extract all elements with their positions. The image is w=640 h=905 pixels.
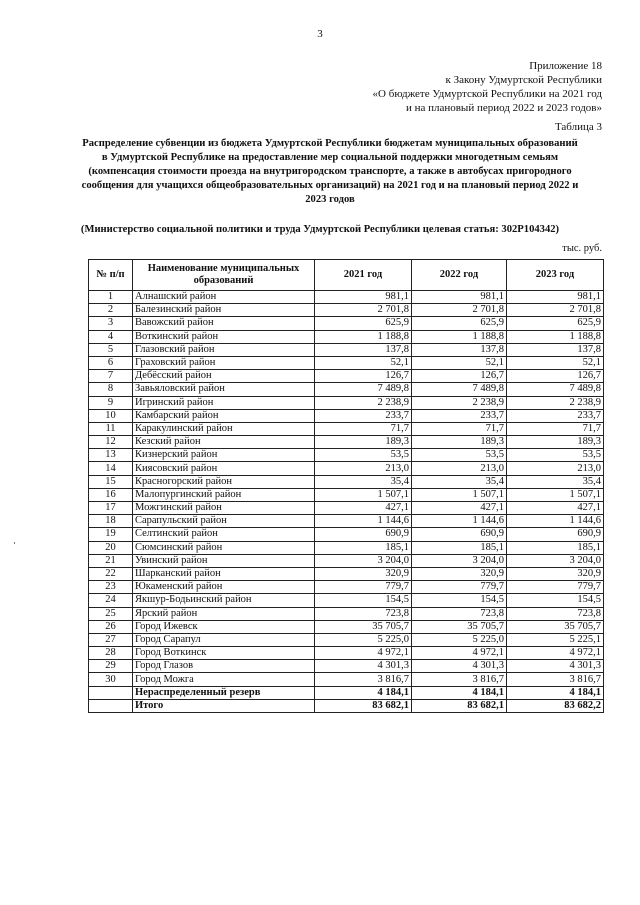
municipality-name: Сарапульский район <box>133 515 315 528</box>
value-2022: 4 972,1 <box>412 647 507 660</box>
row-number: 3 <box>89 317 133 330</box>
appendix-line-2: к Закону Удмуртской Республики <box>445 74 602 86</box>
table-row <box>89 449 604 462</box>
value-2023: 981,1 <box>507 291 604 304</box>
value-2023: 625,9 <box>507 317 604 330</box>
municipality-name: Можгинский район <box>133 502 315 515</box>
reserve-2022: 4 184,1 <box>412 686 507 699</box>
appendix-line-4: и на плановый период 2022 и 2023 годов» <box>405 102 602 114</box>
value-2021: 7 489,8 <box>315 383 412 396</box>
value-2022: 723,8 <box>412 607 507 620</box>
row-number: 7 <box>89 370 133 383</box>
row-number-empty <box>89 699 133 712</box>
table-row <box>89 567 604 580</box>
row-number: 8 <box>89 383 133 396</box>
value-2022: 2 701,8 <box>412 304 507 317</box>
municipality-name: Кизнерский район <box>133 449 315 462</box>
municipality-name: Город Воткинск <box>133 647 315 660</box>
municipality-name: Балезинский район <box>133 304 315 317</box>
value-2021: 981,1 <box>315 291 412 304</box>
value-2021: 35,4 <box>315 475 412 488</box>
value-2022: 3 204,0 <box>412 554 507 567</box>
table-row <box>89 330 604 343</box>
table-row <box>89 541 604 554</box>
value-2023: 1 507,1 <box>507 488 604 501</box>
value-2022: 189,3 <box>412 436 507 449</box>
value-2022: 233,7 <box>412 409 507 422</box>
value-2023: 233,7 <box>507 409 604 422</box>
margin-mark <box>14 542 15 544</box>
value-2021: 5 225,0 <box>315 633 412 646</box>
municipality-name: Каракулинский район <box>133 422 315 435</box>
value-2023: 126,7 <box>507 370 604 383</box>
value-2023: 5 225,1 <box>507 633 604 646</box>
value-2023: 35,4 <box>507 475 604 488</box>
value-2022: 1 144,6 <box>412 515 507 528</box>
value-2021: 3 204,0 <box>315 554 412 567</box>
value-2022: 213,0 <box>412 462 507 475</box>
table-row <box>89 343 604 356</box>
row-number: 2 <box>89 304 133 317</box>
value-2021: 185,1 <box>315 541 412 554</box>
appendix-line-3: «О бюджете Удмуртской Республики на 2021 год <box>372 88 602 100</box>
municipality-name: Малопургинский район <box>133 488 315 501</box>
value-2021: 625,9 <box>315 317 412 330</box>
row-number: 30 <box>89 673 133 686</box>
units-label: тыс. руб. <box>562 243 602 254</box>
value-2022: 35,4 <box>412 475 507 488</box>
row-number: 19 <box>89 528 133 541</box>
value-2023: 52,1 <box>507 356 604 369</box>
value-2022: 690,9 <box>412 528 507 541</box>
table-row <box>89 383 604 396</box>
value-2022: 427,1 <box>412 502 507 515</box>
table-row <box>89 488 604 501</box>
document-title: Распределение субвенции из бюджета Удмуртской Республики бюджетам муниципальных образований в Удмуртской Республике на предоставление мер социальной поддержки многодетным семьям (компенсация стоимости проезда на внутригородском транспорте, а также в автобусах пригородного сообщения для учащихся общеобразовательных организаций) на 2021 год и на плановый период 2022 и 2023 годов <box>81 138 579 205</box>
value-2022: 1 507,1 <box>412 488 507 501</box>
municipality-name: Воткинский район <box>133 330 315 343</box>
value-2023: 1 144,6 <box>507 515 604 528</box>
value-2023: 4 301,3 <box>507 660 604 673</box>
value-2023: 185,1 <box>507 541 604 554</box>
row-number: 20 <box>89 541 133 554</box>
table-row <box>89 515 604 528</box>
value-2021: 213,0 <box>315 462 412 475</box>
row-number: 23 <box>89 581 133 594</box>
table-row <box>89 554 604 567</box>
total-2022: 83 682,1 <box>412 699 507 712</box>
table-row <box>89 304 604 317</box>
municipality-name: Город Сарапул <box>133 633 315 646</box>
municipality-name: Алнашский район <box>133 291 315 304</box>
table-row <box>89 356 604 369</box>
reserve-row <box>89 686 604 699</box>
row-number: 16 <box>89 488 133 501</box>
value-2023: 320,9 <box>507 567 604 580</box>
municipality-name: Граховский район <box>133 356 315 369</box>
value-2022: 5 225,0 <box>412 633 507 646</box>
value-2023: 3 204,0 <box>507 554 604 567</box>
value-2021: 71,7 <box>315 422 412 435</box>
row-number: 27 <box>89 633 133 646</box>
table-row <box>89 370 604 383</box>
value-2021: 1 144,6 <box>315 515 412 528</box>
value-2021: 4 301,3 <box>315 660 412 673</box>
row-number: 13 <box>89 449 133 462</box>
total-row <box>89 699 604 712</box>
appendix-line-1: Приложение 18 <box>529 60 602 72</box>
municipality-name: Завьяловский район <box>133 383 315 396</box>
row-number: 5 <box>89 343 133 356</box>
value-2021: 1 188,8 <box>315 330 412 343</box>
value-2021: 3 816,7 <box>315 673 412 686</box>
row-number: 9 <box>89 396 133 409</box>
row-number: 18 <box>89 515 133 528</box>
value-2021: 233,7 <box>315 409 412 422</box>
value-2023: 137,8 <box>507 343 604 356</box>
municipality-name: Вавожский район <box>133 317 315 330</box>
municipality-name: Глазовский район <box>133 343 315 356</box>
municipality-name: Игринский район <box>133 396 315 409</box>
appendix-header <box>373 59 602 115</box>
value-2022: 52,1 <box>412 356 507 369</box>
table-row <box>89 475 604 488</box>
municipality-name: Сюмсинский район <box>133 541 315 554</box>
value-2021: 4 972,1 <box>315 647 412 660</box>
row-number: 24 <box>89 594 133 607</box>
value-2022: 320,9 <box>412 567 507 580</box>
value-2022: 126,7 <box>412 370 507 383</box>
table-row <box>89 620 604 633</box>
row-number: 12 <box>89 436 133 449</box>
value-2021: 137,8 <box>315 343 412 356</box>
value-2023: 154,5 <box>507 594 604 607</box>
row-number: 4 <box>89 330 133 343</box>
value-2021: 53,5 <box>315 449 412 462</box>
value-2022: 154,5 <box>412 594 507 607</box>
value-2022: 53,5 <box>412 449 507 462</box>
total-name: Итого <box>133 699 315 712</box>
municipality-name: Киясовский район <box>133 462 315 475</box>
municipality-name: Ярский район <box>133 607 315 620</box>
table-row <box>89 594 604 607</box>
value-2023: 35 705,7 <box>507 620 604 633</box>
value-2023: 1 188,8 <box>507 330 604 343</box>
value-2022: 1 188,8 <box>412 330 507 343</box>
value-2021: 779,7 <box>315 581 412 594</box>
table-row <box>89 647 604 660</box>
row-number-empty <box>89 686 133 699</box>
municipality-name: Город Ижевск <box>133 620 315 633</box>
reserve-2021: 4 184,1 <box>315 686 412 699</box>
value-2021: 2 701,8 <box>315 304 412 317</box>
table-label: Таблица 3 <box>554 121 602 133</box>
row-number: 15 <box>89 475 133 488</box>
table-row <box>89 436 604 449</box>
total-2023: 83 682,2 <box>507 699 604 712</box>
value-2021: 2 238,9 <box>315 396 412 409</box>
header-2021: 2021 год <box>315 260 412 291</box>
table-row <box>89 422 604 435</box>
page-number: 3 <box>317 28 323 40</box>
municipality-name: Красногорский район <box>133 475 315 488</box>
value-2023: 690,9 <box>507 528 604 541</box>
reserve-2023: 4 184,1 <box>507 686 604 699</box>
value-2023: 213,0 <box>507 462 604 475</box>
municipality-name: Камбарский район <box>133 409 315 422</box>
value-2023: 427,1 <box>507 502 604 515</box>
table-row <box>89 581 604 594</box>
value-2021: 189,3 <box>315 436 412 449</box>
row-number: 14 <box>89 462 133 475</box>
value-2023: 2 701,8 <box>507 304 604 317</box>
value-2023: 7 489,8 <box>507 383 604 396</box>
row-number: 21 <box>89 554 133 567</box>
value-2021: 427,1 <box>315 502 412 515</box>
table-row <box>89 673 604 686</box>
value-2021: 126,7 <box>315 370 412 383</box>
row-number: 10 <box>89 409 133 422</box>
total-2021: 83 682,1 <box>315 699 412 712</box>
value-2022: 4 301,3 <box>412 660 507 673</box>
municipality-name: Шарканский район <box>133 567 315 580</box>
value-2023: 2 238,9 <box>507 396 604 409</box>
municipality-name: Город Глазов <box>133 660 315 673</box>
value-2023: 3 816,7 <box>507 673 604 686</box>
header-num: № п/п <box>89 260 133 291</box>
value-2021: 690,9 <box>315 528 412 541</box>
value-2021: 1 507,1 <box>315 488 412 501</box>
municipality-name: Увинский район <box>133 554 315 567</box>
row-number: 26 <box>89 620 133 633</box>
row-number: 29 <box>89 660 133 673</box>
table-row <box>89 528 604 541</box>
table-row <box>89 633 604 646</box>
table-row <box>89 291 604 304</box>
table-row <box>89 607 604 620</box>
value-2022: 2 238,9 <box>412 396 507 409</box>
table-row <box>89 502 604 515</box>
table-row <box>89 462 604 475</box>
value-2021: 154,5 <box>315 594 412 607</box>
header-2022: 2022 год <box>412 260 507 291</box>
row-number: 22 <box>89 567 133 580</box>
ministry-line: (Министерство социальной политики и труда Удмуртской Республики целевая статья: 302Р104342) <box>80 224 560 235</box>
row-number: 6 <box>89 356 133 369</box>
subsidy-table <box>88 259 604 713</box>
header-2023: 2023 год <box>507 260 604 291</box>
table-row <box>89 409 604 422</box>
value-2022: 981,1 <box>412 291 507 304</box>
value-2021: 35 705,7 <box>315 620 412 633</box>
row-number: 1 <box>89 291 133 304</box>
value-2022: 71,7 <box>412 422 507 435</box>
value-2022: 185,1 <box>412 541 507 554</box>
table-body <box>89 291 604 713</box>
municipality-name: Дебёсский район <box>133 370 315 383</box>
value-2021: 320,9 <box>315 567 412 580</box>
value-2023: 53,5 <box>507 449 604 462</box>
table-row <box>89 317 604 330</box>
value-2023: 71,7 <box>507 422 604 435</box>
table-row <box>89 660 604 673</box>
table-row <box>89 396 604 409</box>
municipality-name: Кезский район <box>133 436 315 449</box>
value-2022: 779,7 <box>412 581 507 594</box>
value-2022: 3 816,7 <box>412 673 507 686</box>
value-2023: 189,3 <box>507 436 604 449</box>
value-2021: 723,8 <box>315 607 412 620</box>
row-number: 11 <box>89 422 133 435</box>
municipality-name: Селтинский район <box>133 528 315 541</box>
row-number: 25 <box>89 607 133 620</box>
municipality-name: Якшур-Бодьинский район <box>133 594 315 607</box>
value-2021: 52,1 <box>315 356 412 369</box>
value-2023: 779,7 <box>507 581 604 594</box>
reserve-name: Нераспределенный резерв <box>133 686 315 699</box>
row-number: 17 <box>89 502 133 515</box>
row-number: 28 <box>89 647 133 660</box>
value-2022: 625,9 <box>412 317 507 330</box>
municipality-name: Юкаменский район <box>133 581 315 594</box>
value-2023: 723,8 <box>507 607 604 620</box>
value-2022: 7 489,8 <box>412 383 507 396</box>
value-2023: 4 972,1 <box>507 647 604 660</box>
value-2022: 137,8 <box>412 343 507 356</box>
value-2022: 35 705,7 <box>412 620 507 633</box>
header-name: Наименование муниципальных образований <box>133 260 315 291</box>
table-header-row <box>89 260 604 291</box>
municipality-name: Город Можга <box>133 673 315 686</box>
